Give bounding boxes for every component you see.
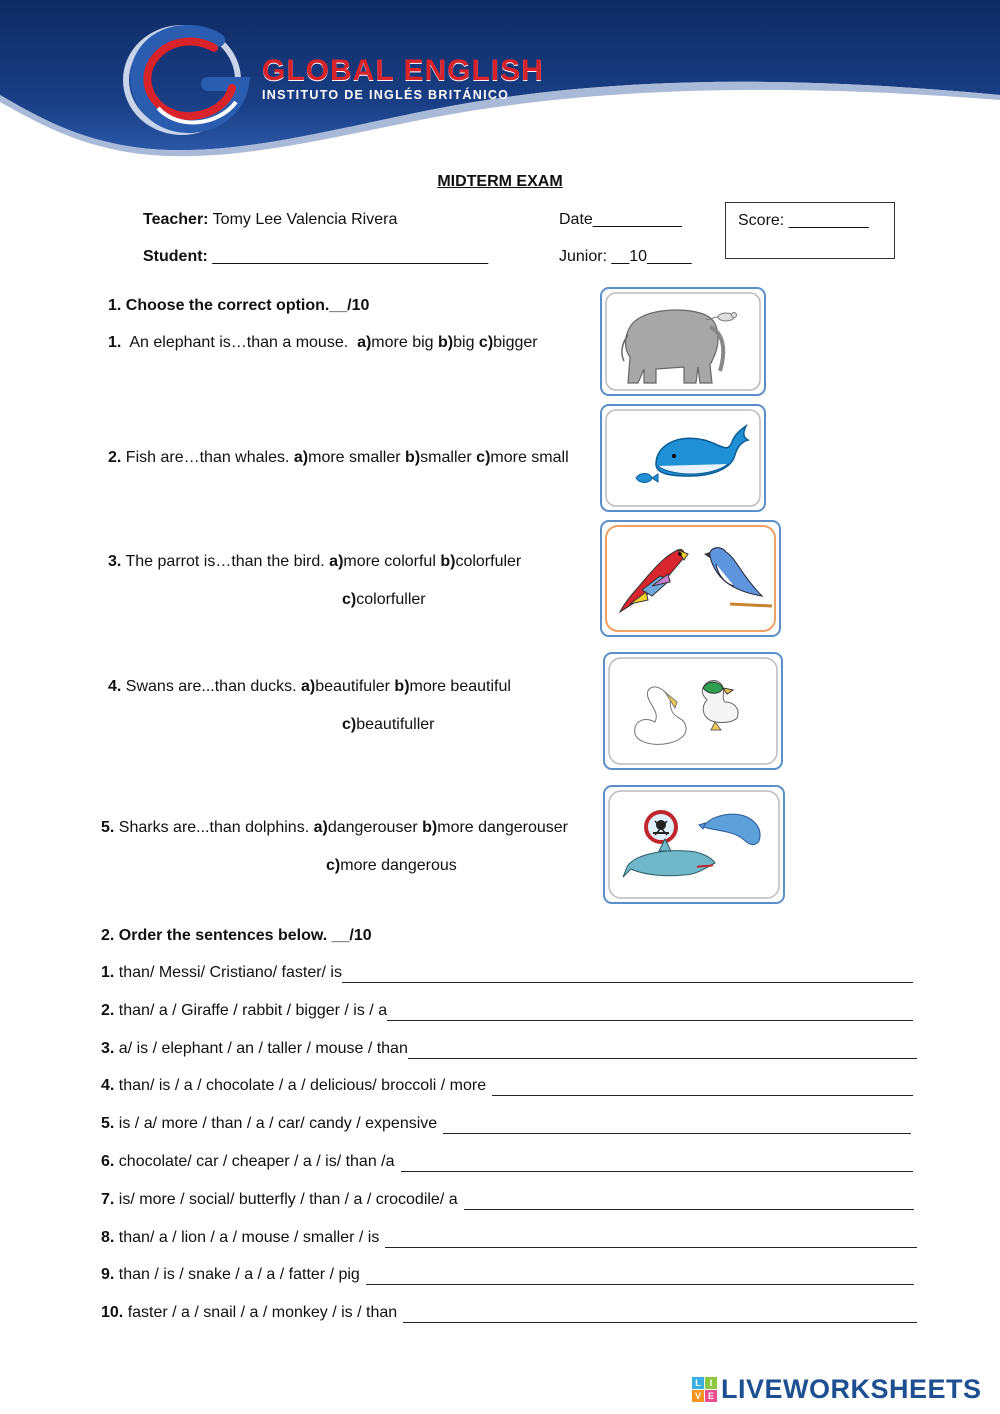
option-b[interactable]: more beautiful (409, 678, 511, 695)
item-number: 4. (101, 1077, 115, 1095)
option-b-marker: b) (405, 449, 421, 466)
brand-name: GLOBAL ENGLISH (262, 54, 544, 87)
question-4 (108, 678, 511, 696)
order-sentences-list (101, 964, 921, 1342)
teacher-name: Tomy Lee Valencia Rivera (212, 211, 398, 228)
question-stem: Fish are…than whales. (125, 449, 290, 466)
score-box (725, 202, 895, 259)
question-2 (108, 449, 569, 467)
option-a-marker: a) (313, 819, 328, 836)
option-c-marker: c) (326, 857, 341, 874)
item-words: chocolate/ car / cheaper / a / is/ than /a (118, 1152, 395, 1170)
answer-line[interactable] (492, 1095, 913, 1096)
question-stem: An elephant is…than a mouse. (129, 334, 349, 351)
answer-line[interactable] (408, 1058, 917, 1059)
question-number: 2. (108, 449, 122, 466)
option-a-marker: a) (357, 334, 372, 351)
teacher-row (143, 211, 397, 229)
item-number: 6. (101, 1152, 115, 1170)
question-number: 5. (101, 819, 115, 836)
question-stem: The parrot is…than the bird. (125, 553, 325, 570)
answer-line[interactable] (385, 1247, 917, 1248)
whale-and-fish-image (600, 404, 766, 512)
option-b[interactable]: more dangerouser (437, 819, 568, 836)
question-number: 3. (108, 553, 122, 570)
option-c[interactable]: more dangerous (340, 857, 457, 874)
list-item (101, 1229, 921, 1267)
item-words: is / a/ more / than / a / car/ candy / expensive (118, 1115, 438, 1133)
option-c[interactable]: colorfuller (356, 591, 426, 608)
answer-line[interactable] (387, 1020, 913, 1021)
junior-value: __10_____ (611, 248, 692, 265)
item-words: is/ more / social/ butterfly / than / a / crocodile/ a (118, 1190, 458, 1208)
item-words: a/ is / elephant / an / taller / mouse / than (118, 1039, 408, 1057)
list-item (101, 1191, 921, 1229)
option-c-marker: c) (342, 716, 357, 733)
item-words: than / is / snake / a / a / fatter / pig (118, 1266, 360, 1284)
option-c[interactable]: beautifuller (356, 716, 435, 733)
brand-tagline: INSTITUTO DE INGLÉS BRITÁNICO (262, 88, 510, 102)
junior-label: Junior: (559, 248, 608, 265)
option-a[interactable]: beautifuler (315, 678, 390, 695)
score-field[interactable]: Score: _________ (738, 212, 869, 229)
item-number: 2. (101, 1001, 115, 1019)
list-item (101, 1304, 921, 1342)
option-b[interactable]: smaller (420, 449, 472, 466)
option-c-marker: c) (342, 591, 357, 608)
answer-line[interactable] (403, 1322, 917, 1323)
answer-line[interactable] (366, 1284, 914, 1285)
item-number: 8. (101, 1228, 115, 1246)
icon-letter-4: E (705, 1390, 717, 1402)
option-b-marker: b) (422, 819, 438, 836)
question-number: 4. (108, 678, 122, 695)
answer-line[interactable] (443, 1133, 911, 1134)
question-5-option-c-row (326, 857, 457, 875)
liveworksheets-icon (692, 1377, 717, 1402)
item-number: 5. (101, 1115, 115, 1133)
option-b-marker: b) (394, 678, 410, 695)
list-item (101, 1002, 921, 1040)
item-words: than/ a / Giraffe / rabbit / bigger / is / a (118, 1001, 388, 1019)
date-field[interactable]: Date__________ (559, 211, 682, 228)
list-item (101, 1115, 921, 1153)
global-english-logo-mark (118, 18, 258, 138)
answer-line[interactable] (401, 1171, 913, 1172)
liveworksheets-text: LIVEWORKSHEETS (721, 1374, 982, 1404)
section1-heading: 1. Choose the correct option.__/10 (108, 297, 370, 314)
list-item (101, 1153, 921, 1191)
student-row (143, 248, 488, 266)
option-a-marker: a) (293, 449, 309, 466)
option-a-marker: a) (329, 553, 344, 570)
option-c-marker: c) (476, 449, 491, 466)
item-words: faster / a / snail / a / monkey / is / than (127, 1304, 398, 1322)
option-a[interactable]: more big (371, 334, 434, 351)
icon-letter-1: L (692, 1377, 704, 1389)
question-stem: Sharks are...than dolphins. (118, 819, 310, 836)
liveworksheets-logo (692, 1374, 982, 1405)
elephant-and-mouse-image (600, 287, 766, 396)
option-a-marker: a) (301, 678, 316, 695)
option-b-marker: b) (438, 334, 454, 351)
option-a[interactable]: more colorful (343, 553, 436, 570)
item-words: than/ Messi/ Cristiano/ faster/ is (118, 964, 342, 981)
question-3 (108, 553, 521, 571)
answer-line[interactable] (464, 1209, 914, 1210)
icon-letter-2: I (705, 1377, 717, 1389)
question-1 (108, 334, 538, 352)
option-b-marker: b) (440, 553, 456, 570)
option-a[interactable]: more smaller (308, 449, 401, 466)
list-item (101, 1040, 921, 1078)
question-3-option-c-row (342, 591, 426, 609)
list-item (101, 1266, 921, 1304)
item-number: 1. (101, 964, 115, 981)
item-words: than/ is / a / chocolate / a / delicious/ broccoli / more (118, 1077, 487, 1095)
student-name-field[interactable]: _______________________________ (212, 248, 489, 265)
shark-and-dolphin-image (603, 785, 785, 904)
teacher-label: Teacher: (143, 211, 209, 228)
parrot-and-bird-image (600, 520, 781, 637)
item-number: 9. (101, 1266, 115, 1284)
question-5 (101, 819, 568, 837)
answer-line[interactable] (342, 982, 913, 983)
question-number: 1. (108, 334, 122, 351)
option-b[interactable]: colorfuler (455, 553, 522, 570)
icon-letter-3: V (692, 1390, 704, 1402)
option-b[interactable]: big (453, 334, 475, 351)
option-c[interactable]: bigger (493, 334, 538, 351)
item-words: than/ a / lion / a / mouse / smaller / is (118, 1228, 380, 1246)
option-c[interactable]: more small (490, 449, 569, 466)
option-c-marker: c) (478, 334, 494, 351)
item-number: 3. (101, 1039, 115, 1057)
question-stem: Swans are...than ducks. (125, 678, 297, 695)
junior-row (559, 248, 692, 266)
question-4-option-c-row (342, 716, 435, 734)
list-item (101, 1077, 921, 1115)
option-a[interactable]: dangerouser (327, 819, 418, 836)
item-number: 10. (101, 1304, 124, 1322)
exam-title: MIDTERM EXAM (437, 173, 563, 190)
header-banner (0, 0, 1000, 160)
student-label: Student: (143, 248, 208, 265)
section2-heading: 2. Order the sentences below. __/10 (101, 927, 372, 944)
swan-and-duck-image (603, 652, 783, 770)
list-item (101, 964, 921, 1002)
item-number: 7. (101, 1190, 115, 1208)
